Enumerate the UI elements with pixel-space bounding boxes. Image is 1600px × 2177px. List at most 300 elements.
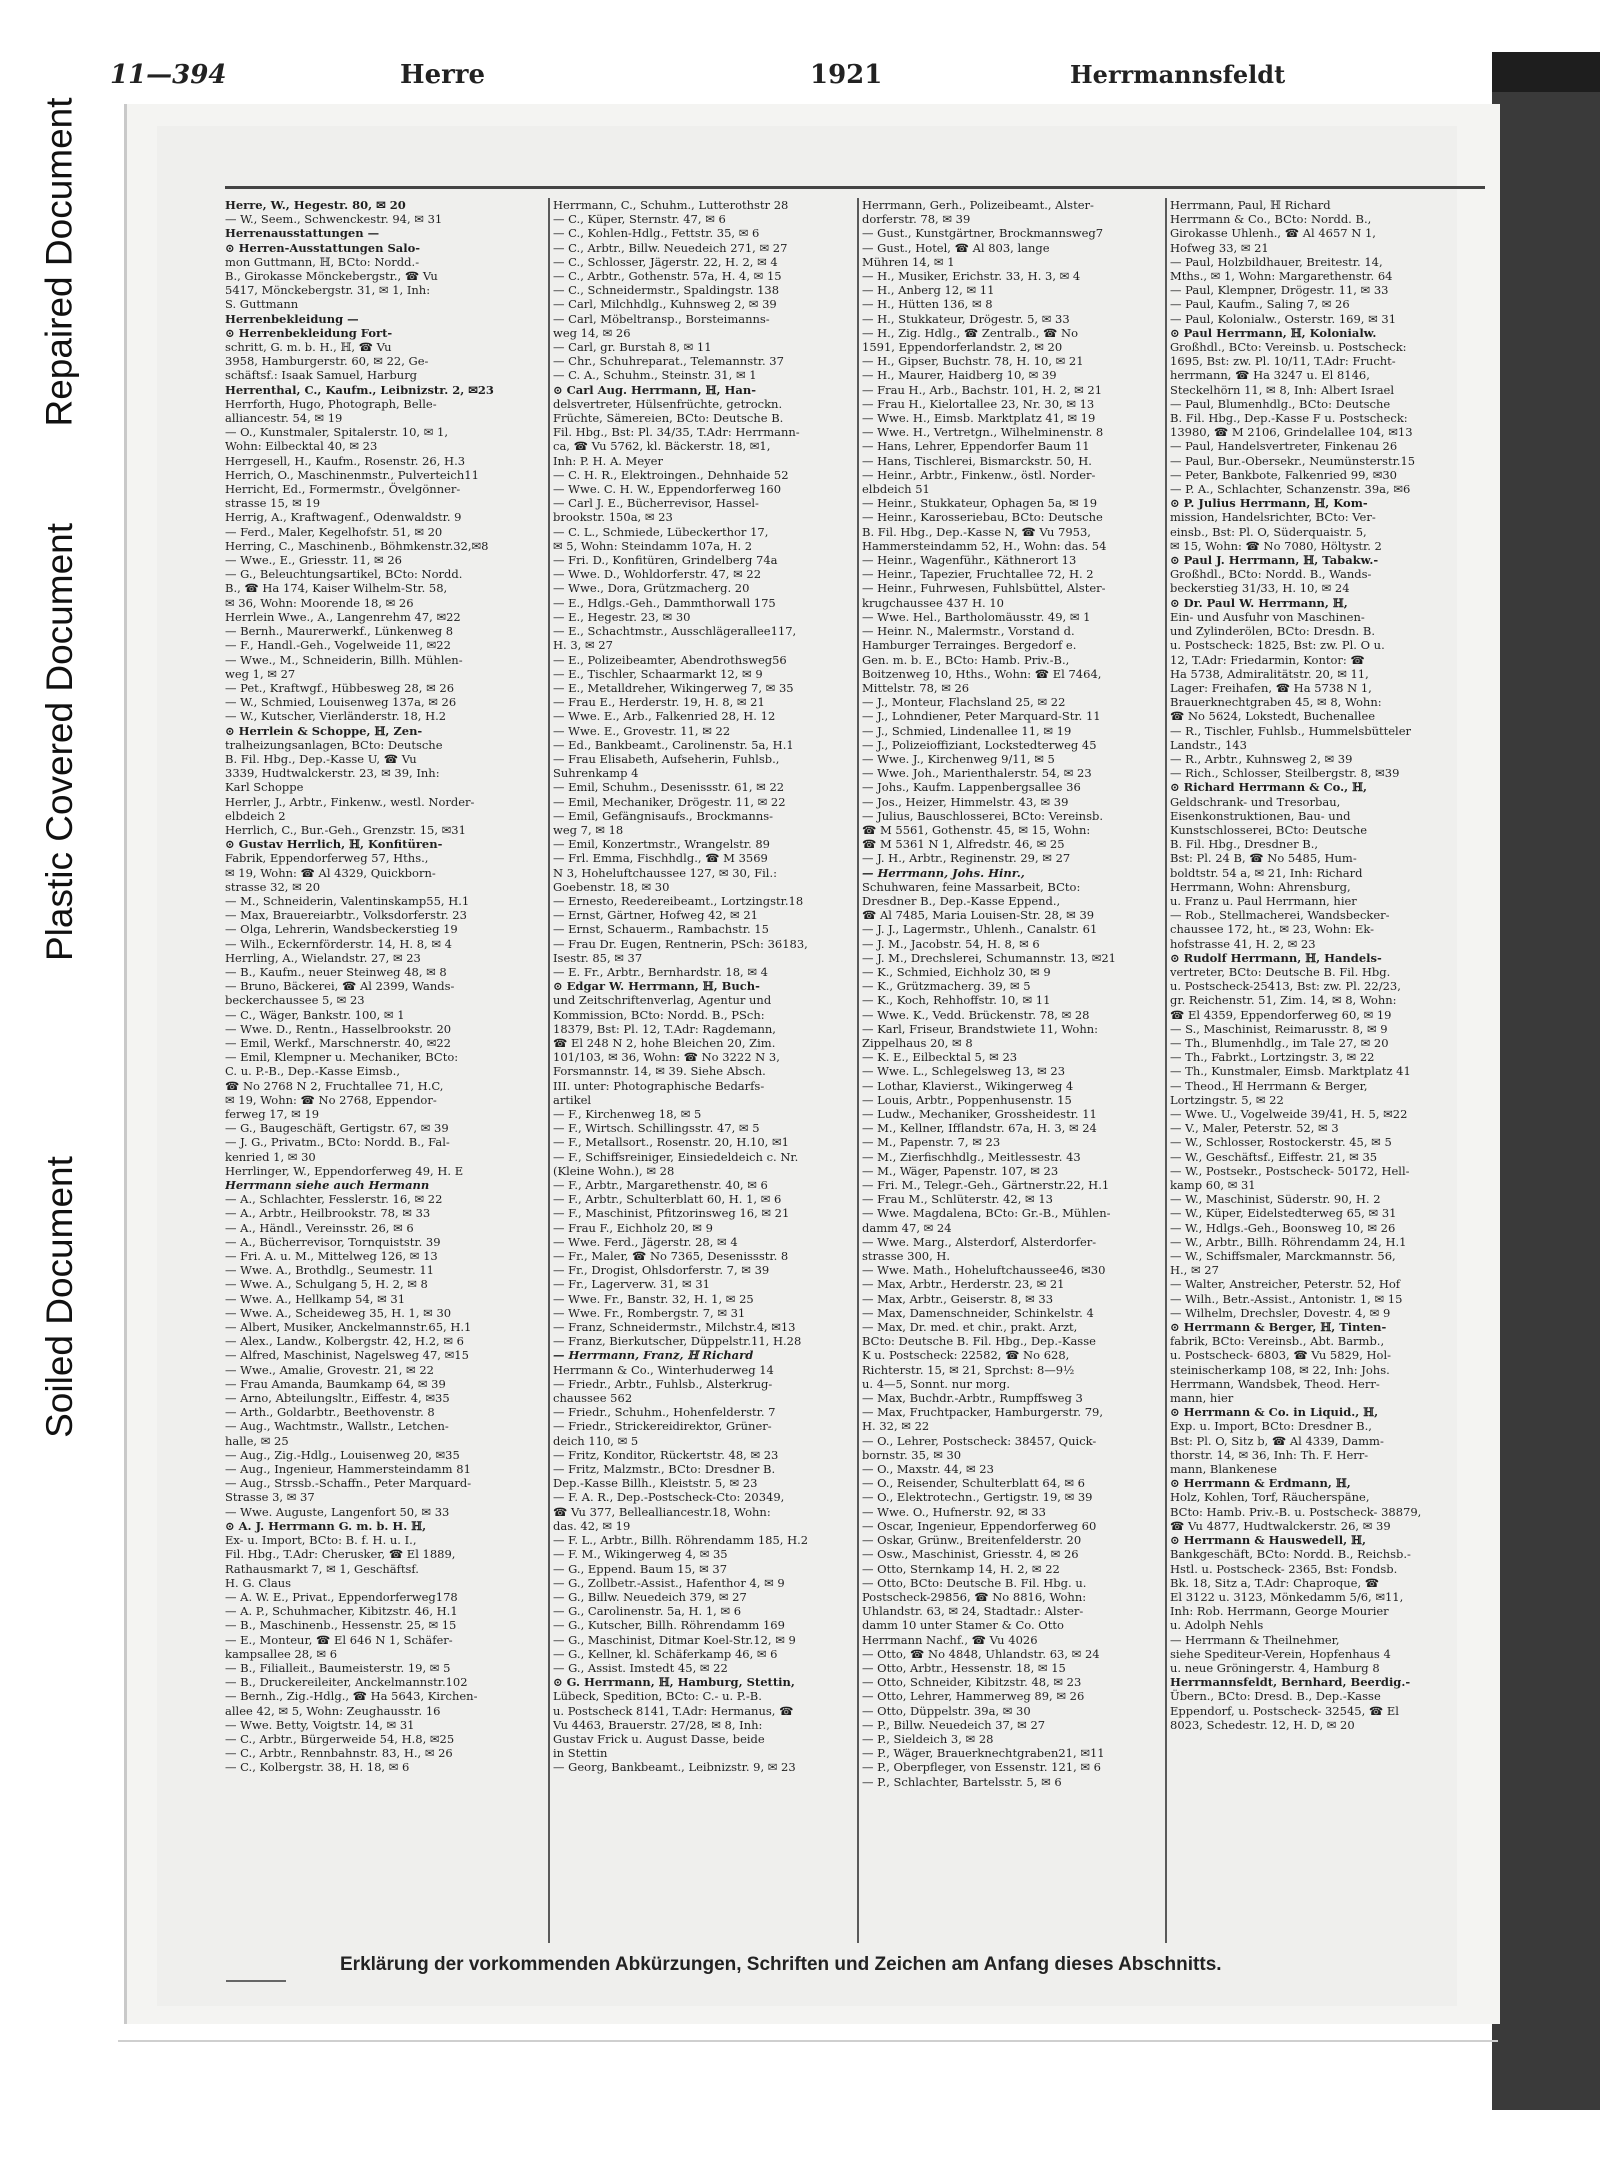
directory-line: — E., Schachtmstr., Ausschlägerallee117, [553, 624, 797, 639]
directory-line: Ex- u. Import, BCto: B. f. H. u. I., [225, 1533, 417, 1548]
directory-line: — A., Bücherrevisor, Tornquiststr. 39 [225, 1234, 441, 1249]
label-repaired-document: Repaired Document [39, 97, 80, 427]
directory-line: — Wwe. A., Hellkamp 54, ✉ 31 [225, 1291, 406, 1306]
directory-line: — Heinr., Tapezier, Fruchtallee 72, H. 2 [862, 567, 1094, 582]
directory-line: Herrlinger, W., Eppendorferweg 49, H. E [225, 1163, 464, 1178]
directory-line: Früchte, Sämereien, BCto: Deutsche B. [553, 411, 784, 426]
directory-line: — Gust., Hotel, ☎ Al 803, lange [862, 240, 1050, 255]
directory-line: — Max, Arbtr., Geiserstr. 8, ✉ 33 [862, 1291, 1054, 1306]
directory-line: 101/103, ✉ 36, Wohn: ☎ No 3222 N 3, [553, 1050, 780, 1065]
directory-line: — M., Kellner, Ifflandstr. 67a, H. 3, ✉ 24 [862, 1121, 1097, 1136]
directory-line: — Ludw., Mechaniker, Grossheidestr. 11 [862, 1107, 1097, 1121]
directory-line: — Walter, Anstreicher, Peterstr. 52, Hof [1170, 1277, 1401, 1292]
directory-line: — Fri. M., Telegr.-Geh., Gärtnerstr.22, H.1 [862, 1178, 1110, 1193]
directory-line: — Gust., Kunstgärtner, Brockmannsweg7 [862, 226, 1104, 241]
directory-line: — Wwe. A., Schulgang 5, H. 2, ✉ 8 [225, 1277, 428, 1292]
directory-line: — J. J., Lagermstr., Uhlenh., Canalstr. 61 [862, 922, 1098, 937]
directory-line: — W., Postsekr., Postscheck- 50172, Hell- [1170, 1163, 1410, 1178]
directory-line: ✉ 5, Wohn: Steindamm 107a, H. 2 [553, 538, 753, 553]
directory-line: — Herrmann, Franz, ℍ Richard [553, 1348, 754, 1363]
directory-line: Großhdl., BCto: Nordd. B., Wands- [1170, 567, 1372, 582]
directory-line: Ha 5738, Admiralitätstr. 20, ✉ 11, [1170, 666, 1369, 681]
directory-line: — C. L., Schmiede, Lübeckerthor 17, [553, 524, 769, 539]
directory-line: Gustav Frick u. August Dasse, beide [553, 1731, 765, 1746]
directory-line: — H., Musiker, Erichstr. 33, H. 3, ✉ 4 [862, 269, 1081, 284]
header-rule [225, 186, 1485, 189]
directory-line: 13980, ☎ M 2106, Grindelallee 104, ✉13 [1170, 425, 1413, 440]
directory-line: — Carl, Milchhdlg., Kuhnsweg 2, ✉ 39 [553, 297, 777, 312]
directory-line: Mittelstr. 78, ✉ 26 [862, 680, 970, 695]
directory-line: Geldschrank- und Tresorbau, [1170, 794, 1341, 809]
directory-line: Bst: Pl. 24 B, ☎ No 5485, Hum- [1170, 851, 1357, 866]
page-header [110, 60, 1400, 100]
footer-rule-left [226, 1980, 286, 1982]
directory-line: — Wwe., Amalie, Grovestr. 21, ✉ 22 [225, 1362, 434, 1377]
directory-line: B. Fil. Hbg., Dep.-Kasse N, ☎ Vu 7953, [862, 524, 1091, 539]
directory-line: — Osw., Maschinist, Griesstr. 4, ✉ 26 [862, 1547, 1079, 1562]
directory-line: — Wwe. Ferd., Jägerstr. 28, ✉ 4 [553, 1234, 738, 1249]
directory-line: — Julius, Bauschlosserei, BCto: Vereinsb. [862, 808, 1104, 823]
directory-line: — J., Monteur, Flachsland 25, ✉ 22 [862, 695, 1066, 710]
directory-line: — Wwe. E., Grovestr. 11, ✉ 22 [553, 723, 731, 738]
directory-line: — F., Maschinist, Pfitzorinsweg 16, ✉ 21 [553, 1206, 790, 1221]
directory-line: — Aug., Ingenieur, Hammersteindamm 81 [225, 1462, 471, 1477]
directory-line: ☎ El 4359, Eppendorferweg 60, ✉ 19 [1170, 1007, 1392, 1022]
directory-line: weg 7, ✉ 18 [553, 822, 624, 837]
directory-line: Großhdl., BCto: Vereinsb. u. Postscheck: [1170, 340, 1407, 355]
directory-line: — J. M., Drechslerei, Schumannstr. 13, ✉21 [862, 950, 1116, 965]
directory-line: schäftsf.: Isaak Samuel, Harburg [225, 368, 418, 383]
directory-line: Lübeck, Spedition, BCto: C.- u. P.-B. [553, 1689, 762, 1704]
directory-line: Lortzingstr. 5, ✉ 22 [1170, 1092, 1284, 1107]
directory-line: — Frau E., Herderstr. 19, H. 8, ✉ 21 [553, 695, 765, 710]
directory-line: Boitzenweg 10, Hths., Wohn: ☎ El 7464, [862, 666, 1102, 681]
directory-line: brookstr. 150a, ✉ 23 [553, 510, 673, 525]
directory-line: Herrmann siehe auch Hermann [225, 1178, 430, 1193]
directory-line: — B., Druckereileiter, Anckelmannstr.102 [225, 1675, 468, 1690]
directory-line: u. Postscheck-25413, Bst: zw. Pl. 22/23, [1170, 979, 1401, 994]
directory-line: — W., Hdlgs.-Geh., Boonsweg 10, ✉ 26 [1170, 1220, 1396, 1235]
directory-line: K u. Postscheck: 22582, ☎ No 628, [862, 1348, 1070, 1363]
directory-line: Fil. Hbg., T.Adr: Cherusker, ☎ El 1889, [225, 1547, 456, 1562]
directory-line: — M., Wäger, Papenstr. 107, ✉ 23 [862, 1163, 1059, 1178]
directory-line: allee 42, ✉ 5, Wohn: Zeughausstr. 16 [225, 1703, 441, 1718]
directory-line: Herrlein Wwe., A., Langenrehm 47, ✉22 [225, 609, 461, 624]
directory-line: H., ✉ 27 [1170, 1263, 1219, 1278]
directory-line: BCto: Deutsche B. Fil. Hbg., Dep.-Kasse [862, 1334, 1096, 1349]
bottom-line [118, 2040, 1498, 2042]
directory-line: — G., Baugeschäft, Gertigstr. 67, ✉ 39 [225, 1121, 449, 1136]
directory-line: ⊙ Herrmann & Co. in Liquid., ℍ, [1170, 1405, 1379, 1420]
directory-line: — W., Kutscher, Vierländerstr. 18, H.2 [225, 709, 447, 724]
directory-line: III. unter: Photographische Bedarfs- [553, 1078, 765, 1093]
directory-line: 1591, Eppendorferlandstr. 2, ✉ 20 [862, 340, 1063, 355]
directory-line: — Th., Blumenhdlg., im Tale 27, ✉ 20 [1170, 1035, 1389, 1050]
directory-line: — Ernesto, Reedereibeamt., Lortzingstr.18 [553, 893, 804, 908]
directory-line: Inh: P. H. A. Meyer [553, 453, 663, 468]
directory-line: — Paul, Blumenhdlg., BCto: Deutsche [1170, 396, 1391, 411]
directory-line: ⊙ G. Herrmann, ℍ, Hamburg, Stettin, [553, 1675, 795, 1690]
directory-line: — P., Oberpfleger, von Essenstr. 121, ✉ 6 [862, 1760, 1102, 1775]
directory-line: — A., Schlachter, Fesslerstr. 16, ✉ 22 [225, 1192, 443, 1207]
directory-line: — Olga, Lehrerin, Wandsbeckerstieg 19 [225, 922, 458, 937]
directory-line: vertreter, BCto: Deutsche B. Fil. Hbg. [1170, 964, 1391, 979]
directory-line: — W., Schmied, Louisenweg 137a, ✉ 26 [225, 695, 457, 710]
directory-line: — C., Arbtr., Billw. Neuedeich 271, ✉ 27 [553, 240, 788, 255]
directory-line: ☎ M 5361 N 1, Alfredstr. 46, ✉ 25 [862, 837, 1065, 852]
directory-line: — Wwe. Magdalena, BCto: Gr.-B., Mühlen- [862, 1206, 1111, 1221]
directory-line: — Wwe. Fr., Banstr. 32, H. 1, ✉ 25 [553, 1291, 754, 1306]
directory-line: — G., Eppend. Baum 15, ✉ 37 [553, 1561, 728, 1576]
directory-line: Herrmann, Wohn: Ahrensburg, [1170, 879, 1351, 894]
directory-line: N 3, Hoheluftchaussee 127, ✉ 30, Fil.: [553, 865, 778, 880]
directory-line: B. Fil. Hbg., Dresdner B., [1170, 837, 1319, 852]
directory-line: Herrmann, Wandsbek, Theod. Herr- [1170, 1376, 1380, 1391]
directory-line: weg 14, ✉ 26 [553, 325, 631, 340]
directory-line: — E., Hegestr. 23, ✉ 30 [553, 609, 691, 624]
directory-line: deich 110, ✉ 5 [553, 1433, 639, 1448]
directory-line: — Wilhelm, Drechsler, Dovestr. 4, ✉ 9 [1170, 1305, 1391, 1320]
directory-line: — Franz, Schneidermstr., Milchstr.4, ✉13 [553, 1320, 796, 1335]
directory-line: ⊙ Herrlein & Schoppe, ℍ, Zen- [225, 723, 423, 738]
directory-line: ferweg 17, ✉ 19 [225, 1107, 320, 1121]
directory-line: Mths., ✉ 1, Wohn: Margarethenstr. 64 [1170, 269, 1393, 284]
directory-line: — H., Stukkateur, Drögestr. 5, ✉ 33 [862, 311, 1070, 326]
directory-line: — W., Küper, Eidelstedterweg 65, ✉ 31 [1170, 1206, 1397, 1221]
directory-line: — Wwe. H., Vertretgn., Wilhelminenstr. 8 [862, 425, 1104, 440]
directory-line: Bst: Pl. O, Sitz b, ☎ Al 4339, Damm- [1170, 1433, 1384, 1448]
directory-line: delsvertreter, Hülsenfrüchte, getrockn. [553, 396, 783, 411]
directory-line: — J. G., Privatm., BCto: Nordd. B., Fal- [225, 1135, 450, 1150]
directory-line: — Carl J. E., Bücherrevisor, Hassel- [553, 496, 759, 511]
directory-line: — M., Schneiderin, Valentinskamp55, H.1 [225, 893, 470, 908]
directory-line: Herrmann & Co., Winterhuderweg 14 [553, 1362, 774, 1377]
dark-edge-top [1492, 52, 1600, 92]
directory-column-2 [553, 198, 873, 1953]
directory-line: Eisenkonstruktionen, Bau- und [1170, 808, 1351, 823]
directory-line: mission, Handelsrichter, BCto: Ver- [1170, 510, 1376, 525]
page-number: 11—394 [110, 60, 227, 90]
directory-line: — Friedr., Schuhm., Hohenfelderstr. 7 [553, 1405, 776, 1420]
directory-line: — Frau Amanda, Baumkamp 64, ✉ 39 [225, 1376, 446, 1391]
directory-line: Bk. 18, Sitz a, T.Adr: Chaproque, ☎ [1170, 1575, 1380, 1590]
directory-line: — Frau Dr. Eugen, Rentnerin, PSch: 36183, [553, 936, 808, 951]
directory-line: — B., Kaufm., neuer Steinweg 48, ✉ 8 [225, 964, 447, 979]
directory-line: Strasse 3, ✉ 37 [225, 1490, 315, 1505]
directory-line: Herre, W., Hegestr. 80, ✉ 20 [225, 198, 406, 212]
column-divider [548, 198, 550, 1943]
directory-line: chaussee 562 [553, 1391, 633, 1406]
directory-line: und Zeitschriftenverlag, Agentur und [553, 993, 772, 1008]
directory-line: ✉ 36, Wohn: Moorende 18, ✉ 26 [225, 595, 414, 610]
directory-line: ⊙ Edgar W. Herrmann, ℍ, Buch- [553, 979, 760, 994]
directory-line: — Friedr., Arbtr., Fuhlsb., Alsterkrug- [553, 1376, 773, 1391]
directory-line: — Heinr., Fuhrwesen, Fuhlsbüttel, Alster- [862, 581, 1106, 596]
directory-line: — M., Papenstr. 7, ✉ 23 [862, 1135, 1001, 1150]
directory-line: ⊙ Paul Herrmann, ℍ, Kolonialw. [1170, 325, 1377, 340]
directory-line: — G., Assist. Imstedt 45, ✉ 22 [553, 1660, 728, 1675]
directory-line: ⊙ Herren-Ausstattungen Salo- [225, 240, 421, 255]
directory-line: — Frau M., Schlüterstr. 42, ✉ 13 [862, 1192, 1053, 1207]
directory-line: Uhlandstr. 63, ✉ 24, Stadtadr.: Alster- [862, 1604, 1084, 1619]
directory-line: Herricht, Ed., Formermstr., Övelgönner- [225, 482, 461, 497]
directory-line: ☎ No 2768 N 2, Fruchtallee 71, H.C, [225, 1078, 444, 1093]
directory-line: — Wwe. D., Rentn., Hasselbrookstr. 20 [225, 1021, 452, 1036]
directory-line: ⊙ Herrmann & Berger, ℍ, Tinten- [1170, 1320, 1387, 1335]
directory-line: u. 4—5, Sonnt. nur morg. [862, 1376, 1011, 1391]
label-soiled-document: Soiled Document [39, 1156, 81, 1438]
directory-line: Wohn: Eilbecktal 40, ✉ 23 [225, 439, 378, 454]
directory-line: — F., Schiffsreiniger, Einsiedeldeich c. Nr. [553, 1149, 799, 1164]
directory-line: B. Fil. Hbg., Dep.-Kasse U, ☎ Vu [225, 751, 417, 766]
directory-line: Herrlich, C., Bur.-Geh., Grenzstr. 15, ✉31 [225, 822, 466, 837]
directory-line: — Peter, Bankbote, Falkenried 99, ✉30 [1170, 467, 1397, 482]
directory-line: — F., Wirtsch. Schillingsstr. 47, ✉ 5 [553, 1121, 760, 1136]
directory-line: — Johs., Kaufm. Lappenbergsallee 36 [862, 780, 1081, 795]
directory-line: krugchaussee 437 H. 10 [862, 595, 1004, 610]
directory-line: — Aug., Zig.-Hdlg., Louisenweg 20, ✉35 [225, 1447, 460, 1462]
directory-line: — A. P., Schuhmacher, Kibitzstr. 46, H.1 [225, 1604, 458, 1619]
directory-line: — Paul, Kolonialw., Osterstr. 169, ✉ 31 [1170, 311, 1397, 326]
directory-line: (Kleine Wohn.), ✉ 28 [553, 1163, 675, 1178]
directory-line: Herrgesell, H., Kaufm., Rosenstr. 26, H.3 [225, 453, 466, 468]
directory-line: — Frau H., Kielortallee 23, Nr. 30, ✉ 13 [862, 396, 1095, 411]
directory-line: — J., Lohndiener, Peter Marquard-Str. 11 [862, 709, 1101, 724]
directory-line: — F., Arbtr., Schulterblatt 60, H. 1, ✉ 6 [553, 1192, 782, 1207]
directory-line: — F. M., Wikingerweg 4, ✉ 35 [553, 1547, 728, 1562]
directory-line: — Otto, ☎ No 4848, Uhlandstr. 63, ✉ 24 [862, 1646, 1100, 1661]
directory-line: — J., Polizeioffiziant, Lockstedterweg 45 [862, 737, 1097, 752]
directory-line: Herrmann, Gerh., Polizeibeamt., Alster- [862, 198, 1094, 212]
directory-line: — Emil, Werkf., Marschnerstr. 40, ✉22 [225, 1035, 451, 1050]
directory-line: u. Postscheck 8141, T.Adr: Hermanus, ☎ [553, 1703, 794, 1718]
directory-line: — A., Arbtr., Heilbrookstr. 78, ✉ 33 [225, 1206, 431, 1221]
directory-line: H. 3, ✉ 27 [553, 638, 613, 653]
directory-line: — Emil, Mechaniker, Drögestr. 11, ✉ 22 [553, 794, 786, 809]
directory-line: — Oskar, Grünw., Breitenfelderstr. 20 [862, 1533, 1082, 1548]
directory-line: dorferstr. 78, ✉ 39 [862, 212, 971, 227]
directory-line: Herrenausstattungen — [225, 226, 380, 241]
directory-line: — Aug., Strssb.-Schaffn., Peter Marquard- [225, 1476, 472, 1491]
directory-line: — F., Arbtr., Margarethenstr. 40, ✉ 6 [553, 1178, 768, 1193]
directory-line: ⊙ Dr. Paul W. Herrmann, ℍ, [1170, 595, 1348, 610]
directory-line: — H., Maurer, Haidberg 10, ✉ 39 [862, 368, 1057, 383]
directory-line: Girokasse Uhlenh., ☎ Al 4657 N 1, [1170, 226, 1376, 241]
directory-line: — H., Hütten 136, ✉ 8 [862, 297, 993, 312]
directory-line: — Wwe. A., Scheideweg 35, H. 1, ✉ 30 [225, 1305, 452, 1320]
directory-line: Fil. Hbg., Bst: Pl. 34/35, T.Adr: Herrmann- [553, 425, 800, 440]
directory-line: — Max, Dr. med. et chir., prakt. Arzt, [862, 1320, 1078, 1335]
directory-line: ☎ El 248 N 2, hohe Bleichen 20, Zim. [553, 1035, 776, 1050]
directory-line: — P., Billw. Neuedeich 37, ✉ 27 [862, 1717, 1046, 1732]
directory-column-4 [1170, 198, 1490, 1953]
directory-line: — H., Zig. Hdlg., ☎ Zentralb., ☎ No [862, 325, 1079, 340]
directory-line: Herring, C., Maschinenb., Böhmkenstr.32,✉8 [225, 538, 489, 553]
directory-line: — W., Maschinist, Süderstr. 90, H. 2 [1170, 1192, 1381, 1207]
directory-line: — Paul, Handelsvertreter, Finkenau 26 [1170, 439, 1398, 454]
directory-line: — Hans, Tischlerei, Bismarckstr. 50, H. [862, 453, 1092, 468]
directory-line: El 3122 u. 3123, Mönkedamm 5/6, ✉11, [1170, 1589, 1404, 1604]
directory-line: Herrmann Nachf., ☎ Vu 4026 [862, 1632, 1038, 1647]
directory-line: Fabrik, Eppendorferweg 57, Hths., [225, 851, 429, 866]
directory-line: H. G. Claus [225, 1575, 292, 1590]
side-panel [0, 0, 118, 2177]
directory-line: Isestr. 85, ✉ 37 [553, 950, 643, 965]
directory-line: bornstr. 35, ✉ 30 [862, 1447, 962, 1462]
directory-line: — Max, Arbtr., Herderstr. 23, ✉ 21 [862, 1277, 1065, 1292]
directory-line: Landstr., 143 [1170, 737, 1247, 752]
directory-line: — Ernst, Schauerm., Rambachstr. 15 [553, 922, 769, 937]
directory-line: — S., Maschinist, Reimarusstr. 8, ✉ 9 [1170, 1021, 1388, 1036]
directory-line: — Fritz, Konditor, Rückertstr. 48, ✉ 23 [553, 1447, 779, 1462]
directory-line: — C., Arbtr., Rennbahnstr. 83, H., ✉ 26 [225, 1746, 453, 1761]
directory-line: mann, Blankenese [1170, 1462, 1277, 1477]
directory-line: — Friedr., Strickereidirektor, Grüner- [553, 1419, 772, 1434]
year: 1921 [810, 60, 883, 90]
label-plastic-covered-document: Plastic Covered Document [39, 522, 80, 962]
directory-line: elbdeich 51 [862, 482, 930, 497]
keyword-end: Herrmannsfeldt [1070, 60, 1286, 89]
directory-line: und Zylinderölen, BCto: Dresdn. B. [1170, 624, 1376, 639]
directory-line: — Carl, gr. Burstah 8, ✉ 11 [553, 340, 712, 355]
directory-line: — Frl. Emma, Fischhdlg., ☎ M 3569 [553, 851, 768, 866]
directory-line: ⊙ Paul J. Herrmann, ℍ, Tabakw.- [1170, 553, 1379, 568]
directory-line: — Frau F., Eichholz 20, ✉ 9 [553, 1220, 713, 1235]
directory-line: — Emil, Schuhm., Desenissstr. 61, ✉ 22 [553, 780, 785, 795]
dark-edge-strip [1492, 52, 1600, 2110]
directory-line: H. 32, ✉ 22 [862, 1419, 930, 1434]
directory-line: — G., Billw. Neuedeich 379, ✉ 27 [553, 1589, 747, 1604]
directory-line: in Stettin [553, 1746, 608, 1761]
directory-line: 12, T.Adr: Friedarmin, Kontor: ☎ [1170, 652, 1365, 667]
directory-line: — O., Maxstr. 44, ✉ 23 [862, 1462, 994, 1477]
directory-line: — Karl, Friseur, Brandstwiete 11, Wohn: [862, 1021, 1099, 1036]
directory-line: — Wwe., M., Schneiderin, Billh. Mühlen- [225, 652, 463, 667]
directory-line: Gen. m. b. E., BCto: Hamb. Priv.-B., [862, 652, 1070, 667]
directory-line: — C. A., Schuhm., Steinstr. 31, ✉ 1 [553, 368, 757, 383]
directory-line: mon Guttmann, ℍ, BCto: Nordd.- [225, 254, 420, 269]
directory-line: — Oscar, Ingenieur, Eppendorferweg 60 [862, 1518, 1097, 1533]
directory-line: elbdeich 2 [225, 808, 286, 823]
directory-line: Inh: Rob. Herrmann, George Mourier [1170, 1604, 1389, 1619]
directory-line: — Albert, Musiker, Anckelmannstr.65, H.1 [225, 1320, 472, 1335]
directory-line: — A., Händl., Vereinsstr. 26, ✉ 6 [225, 1220, 414, 1235]
directory-line: — P., Sieldeich 3, ✉ 28 [862, 1731, 994, 1746]
directory-line: — Wwe. H., Eimsb. Marktplatz 41, ✉ 19 [862, 411, 1096, 426]
directory-line: — E., Hdlgs.-Geh., Dammthorwall 175 [553, 595, 776, 610]
directory-line: Goebenstr. 18, ✉ 30 [553, 879, 670, 894]
directory-line: — Frau Elisabeth, Aufseherin, Fuhlsb., [553, 751, 780, 766]
directory-line: Kommission, BCto: Nordd. B., PSch: [553, 1007, 765, 1022]
directory-line: — Max, Damenschneider, Schinkelstr. 4 [862, 1305, 1094, 1320]
directory-line: ⊙ Herrenbekleidung Fort- [225, 325, 393, 340]
directory-line: — C., Wäger, Bankstr. 100, ✉ 1 [225, 1007, 405, 1022]
directory-line: — G., Maschinist, Ditmar Koel-Str.12, ✉ 9 [553, 1632, 796, 1647]
directory-line: — Heinr., Karosseriebau, BCto: Deutsche [862, 510, 1103, 525]
directory-line: — Heinr., Stukkateur, Ophagen 5a, ✉ 19 [862, 496, 1098, 511]
directory-line: — Max, Buchdr.-Arbtr., Rumpffsweg 3 [862, 1391, 1083, 1406]
directory-line: fabrik, BCto: Vereinsb., Abt. Barmb., [1170, 1334, 1385, 1349]
directory-column-1 [225, 198, 545, 1953]
directory-line: — Wwe. A., Brothdlg., Seumestr. 11 [225, 1263, 434, 1278]
directory-line: — Rob., Stellmacherei, Wandsbecker- [1170, 908, 1390, 923]
directory-line: Bankgeschäft, BCto: Nordd. B., Reichsb.- [1170, 1547, 1411, 1562]
directory-line: — Ed., Bankbeamt., Carolinenstr. 5a, H.1 [553, 737, 794, 752]
directory-line: ✉ 19, Wohn: ☎ No 2768, Eppendor- [225, 1092, 437, 1107]
directory-line: — Bernh., Maurerwerkf., Lünkenweg 8 [225, 624, 454, 639]
directory-line: B. Fil. Hbg., Dep.-Kasse F u. Postscheck: [1170, 411, 1408, 426]
directory-line: — Wwe. Hel., Bartholomäusstr. 49, ✉ 1 [862, 609, 1091, 624]
directory-line: — Heinr., Arbtr., Finkenw., östl. Norder- [862, 467, 1096, 482]
directory-line: — R., Arbtr., Kuhnsweg 2, ✉ 39 [1170, 751, 1353, 766]
directory-line: — Wwe. Marg., Alsterdorf, Alsterdorfer- [862, 1234, 1097, 1249]
directory-line: — F., Metallsort., Rosenstr. 20, H.10, ✉1 [553, 1135, 789, 1150]
directory-line: Herrler, J., Arbtr., Finkenw., westl. Norder- [225, 794, 475, 809]
directory-line: — K. E., Eilbecktal 5, ✉ 23 [862, 1050, 1018, 1065]
directory-line: Rathausmarkt 7, ✉ 1, Geschäftsf. [225, 1561, 419, 1576]
directory-line: — Arno, Abteilungsltr., Eiffestr. 4, ✉35 [225, 1391, 450, 1406]
directory-line: — M., Zierfischhdlg., Meitlessestr. 43 [862, 1149, 1081, 1164]
directory-line: — Otto, BCto: Deutsche B. Fil. Hbg. u. [862, 1575, 1087, 1590]
directory-line: — B., Filialleit., Baumeisterstr. 19, ✉ 5 [225, 1660, 451, 1675]
directory-line: 18379, Bst: Pl. 12, T.Adr: Ragdemann, [553, 1021, 776, 1036]
directory-line: Mühren 14, ✉ 1 [862, 254, 955, 269]
directory-line: — Theod., ℍ Herrmann & Berger, [1170, 1078, 1368, 1093]
directory-line: Hammersteindamm 52, H., Wohn: das. 54 [862, 538, 1107, 553]
directory-line: Schuhwaren, feine Massarbeit, BCto: [862, 879, 1081, 894]
directory-line: — C., Kohlen-Hdlg., Fettstr. 35, ✉ 6 [553, 226, 760, 241]
directory-line: — Pet., Kraftwgf., Hübbesweg 28, ✉ 26 [225, 680, 455, 695]
directory-line: — Wwe. Fr., Rombergstr. 7, ✉ 31 [553, 1305, 746, 1320]
directory-line: — Fri. D., Konfitüren, Grindelberg 74a [553, 553, 778, 568]
directory-line: ca, ☎ Vu 5762, kl. Bäckerstr. 18, ✉1, [553, 439, 771, 454]
directory-line: — V., Maler, Peterstr. 52, ✉ 3 [1170, 1121, 1339, 1136]
directory-line: — P., Wäger, Brauerknechtgraben21, ✉11 [862, 1746, 1105, 1761]
directory-line: 3339, Hudtwalckerstr. 23, ✉ 39, Inh: [225, 766, 440, 781]
directory-line: Herrmann & Co., BCto: Nordd. B., [1170, 212, 1372, 227]
directory-line: — Wwe. J., Kirchenweg 9/11, ✉ 5 [862, 751, 1055, 766]
directory-line: Hamburger Terrainges. Bergedorf e. [862, 638, 1077, 653]
directory-line: — Heinr., Wagenführ., Käthnerort 13 [862, 553, 1077, 568]
directory-line: — C., Küper, Sternstr. 47, ✉ 6 [553, 212, 726, 227]
directory-line: — W., Arbtr., Billh. Röhrendamm 24, H.1 [1170, 1234, 1407, 1249]
directory-line: — Alex., Landw., Kolbergstr. 42, H.2, ✉ 6 [225, 1334, 464, 1349]
directory-line: 8023, Schedestr. 12, H. D, ✉ 20 [1170, 1717, 1355, 1732]
directory-line: — Wwe. U., Vogelweide 39/41, H. 5, ✉22 [1170, 1107, 1408, 1121]
directory-line: alliancestr. 54, ✉ 19 [225, 411, 343, 426]
directory-line: — Otto, Düppelstr. 39a, ✉ 30 [862, 1703, 1031, 1718]
directory-line: — P. A., Schlachter, Schanzenstr. 39a, ✉6 [1170, 482, 1411, 497]
directory-line: damm 10 unter Stamer & Co. Otto [862, 1618, 1064, 1633]
directory-line: schritt, G. m. b. H., ℍ, ☎ Vu [225, 340, 392, 355]
directory-line: Steckelhörn 11, ✉ 8, Inh: Albert Israel [1170, 382, 1395, 397]
directory-line: einsb., Bst: Pl. O, Süderquaistr. 5, [1170, 524, 1367, 539]
directory-line: — W., Seem., Schwenckestr. 94, ✉ 31 [225, 212, 443, 227]
directory-line: strasse 15, ✉ 19 [225, 496, 321, 511]
directory-line: — Carl, Möbeltransp., Borsteimanns- [553, 311, 770, 326]
directory-line: — Emil, Klempner u. Mechaniker, BCto: [225, 1050, 459, 1065]
directory-line: ⊙ P. Julius Herrmann, ℍ, Kom- [1170, 496, 1368, 511]
directory-line: — Paul, Klempner, Drögestr. 11, ✉ 33 [1170, 283, 1389, 298]
directory-line: thorstr. 14, ✉ 36, Inh: Th. F. Herr- [1170, 1447, 1369, 1462]
directory-line: artikel [553, 1092, 592, 1107]
directory-line: — Chr., Schuhreparat., Telemannstr. 37 [553, 354, 784, 369]
directory-line: Brauerknechtgraben 45, ✉ 8, Wohn: [1170, 695, 1382, 710]
directory-line: — Wwe. K., Vedd. Brückenstr. 78, ✉ 28 [862, 1007, 1090, 1022]
directory-line: — C., Schlosser, Jägerstr. 22, H. 2, ✉ 4 [553, 254, 778, 269]
directory-line: — G., Zollbetr.-Assist., Hafenthor 4, ✉ 9 [553, 1575, 785, 1590]
directory-line: siehe Spediteur-Verein, Hopfenhaus 4 [1170, 1646, 1391, 1661]
